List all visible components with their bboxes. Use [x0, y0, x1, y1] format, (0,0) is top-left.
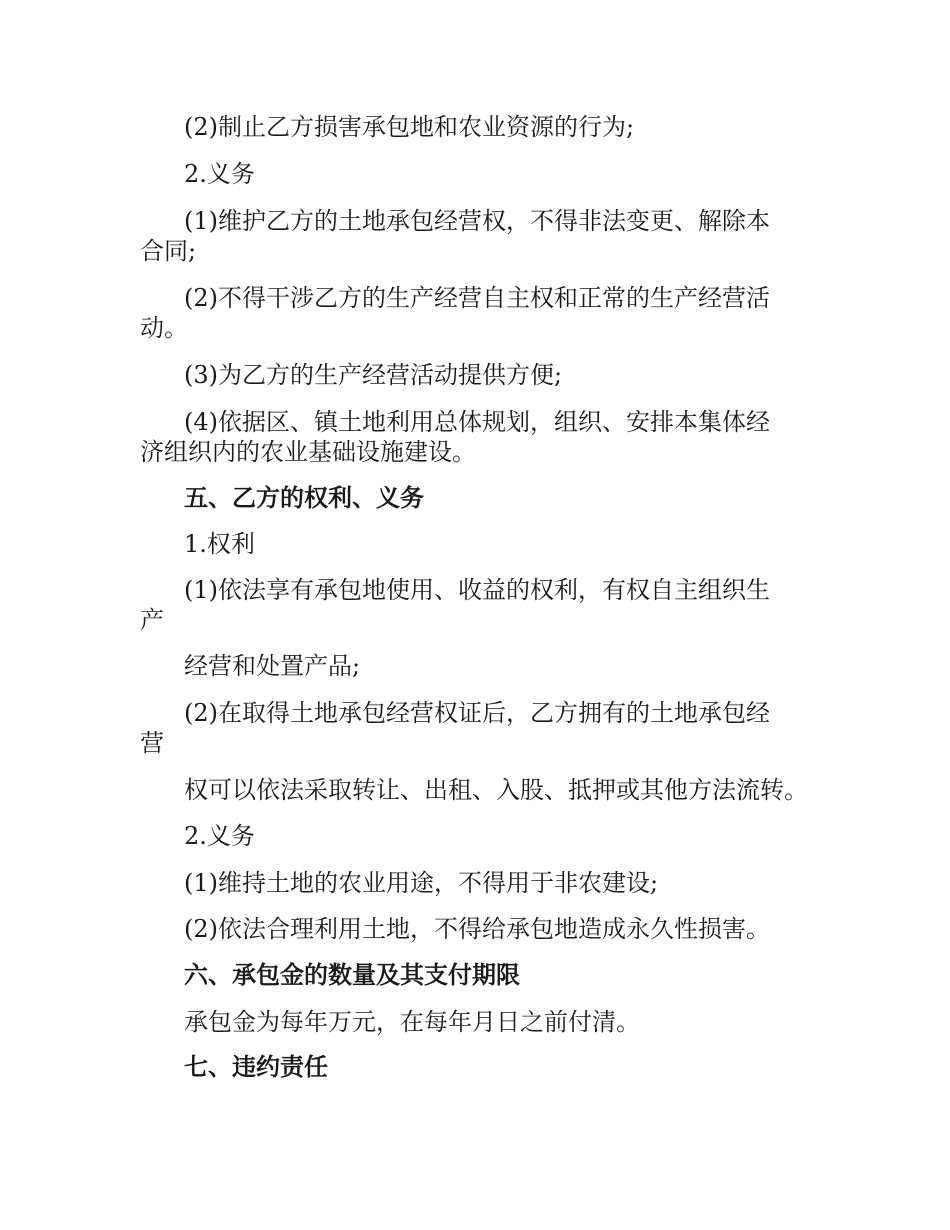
section-heading: 七、违约责任 — [184, 1052, 328, 1081]
text-line: 动。 — [140, 314, 188, 342]
text-line: 2.义务 — [184, 160, 255, 188]
text-line: 产 — [140, 606, 164, 634]
text-line: (1)依法享有承包地使用、收益的权利，有权自主组织生 — [184, 576, 770, 604]
text-line: 权可以依法采取转让、出租、入股、抵押或其他方法流转。 — [184, 776, 808, 804]
text-line: (3)为乙方的生产经营活动提供方便; — [184, 361, 563, 389]
text-line: (4)依据区、镇土地利用总体规划，组织、安排本集体经 — [184, 408, 770, 436]
text-line: (2)不得干涉乙方的生产经营自主权和正常的生产经营活 — [184, 284, 770, 312]
section-heading: 六、承包金的数量及其支付期限 — [184, 960, 520, 989]
text-line: 营 — [140, 729, 164, 757]
text-line: (2)在取得土地承包经营权证后，乙方拥有的土地承包经 — [184, 699, 770, 727]
section-heading: 五、乙方的权利、义务 — [184, 483, 424, 512]
text-line: 合同; — [140, 237, 197, 265]
text-line: (2)依法合理利用土地，不得给承包地造成永久性损害。 — [184, 915, 770, 943]
text-line: 济组织内的农业基础设施建设。 — [140, 438, 476, 466]
text-line: 2.义务 — [184, 822, 255, 850]
text-line: (1)维护乙方的土地承包经营权，不得非法变更、解除本 — [184, 207, 770, 235]
text-line: 承包金为每年万元，在每年月日之前付清。 — [184, 1008, 640, 1036]
text-line: (2)制止乙方损害承包地和农业资源的行为; — [184, 113, 635, 141]
text-line: (1)维持土地的农业用途，不得用于非农建设; — [184, 869, 659, 897]
text-line: 经营和处置产品; — [184, 652, 361, 680]
text-line: 1.权利 — [184, 530, 255, 558]
